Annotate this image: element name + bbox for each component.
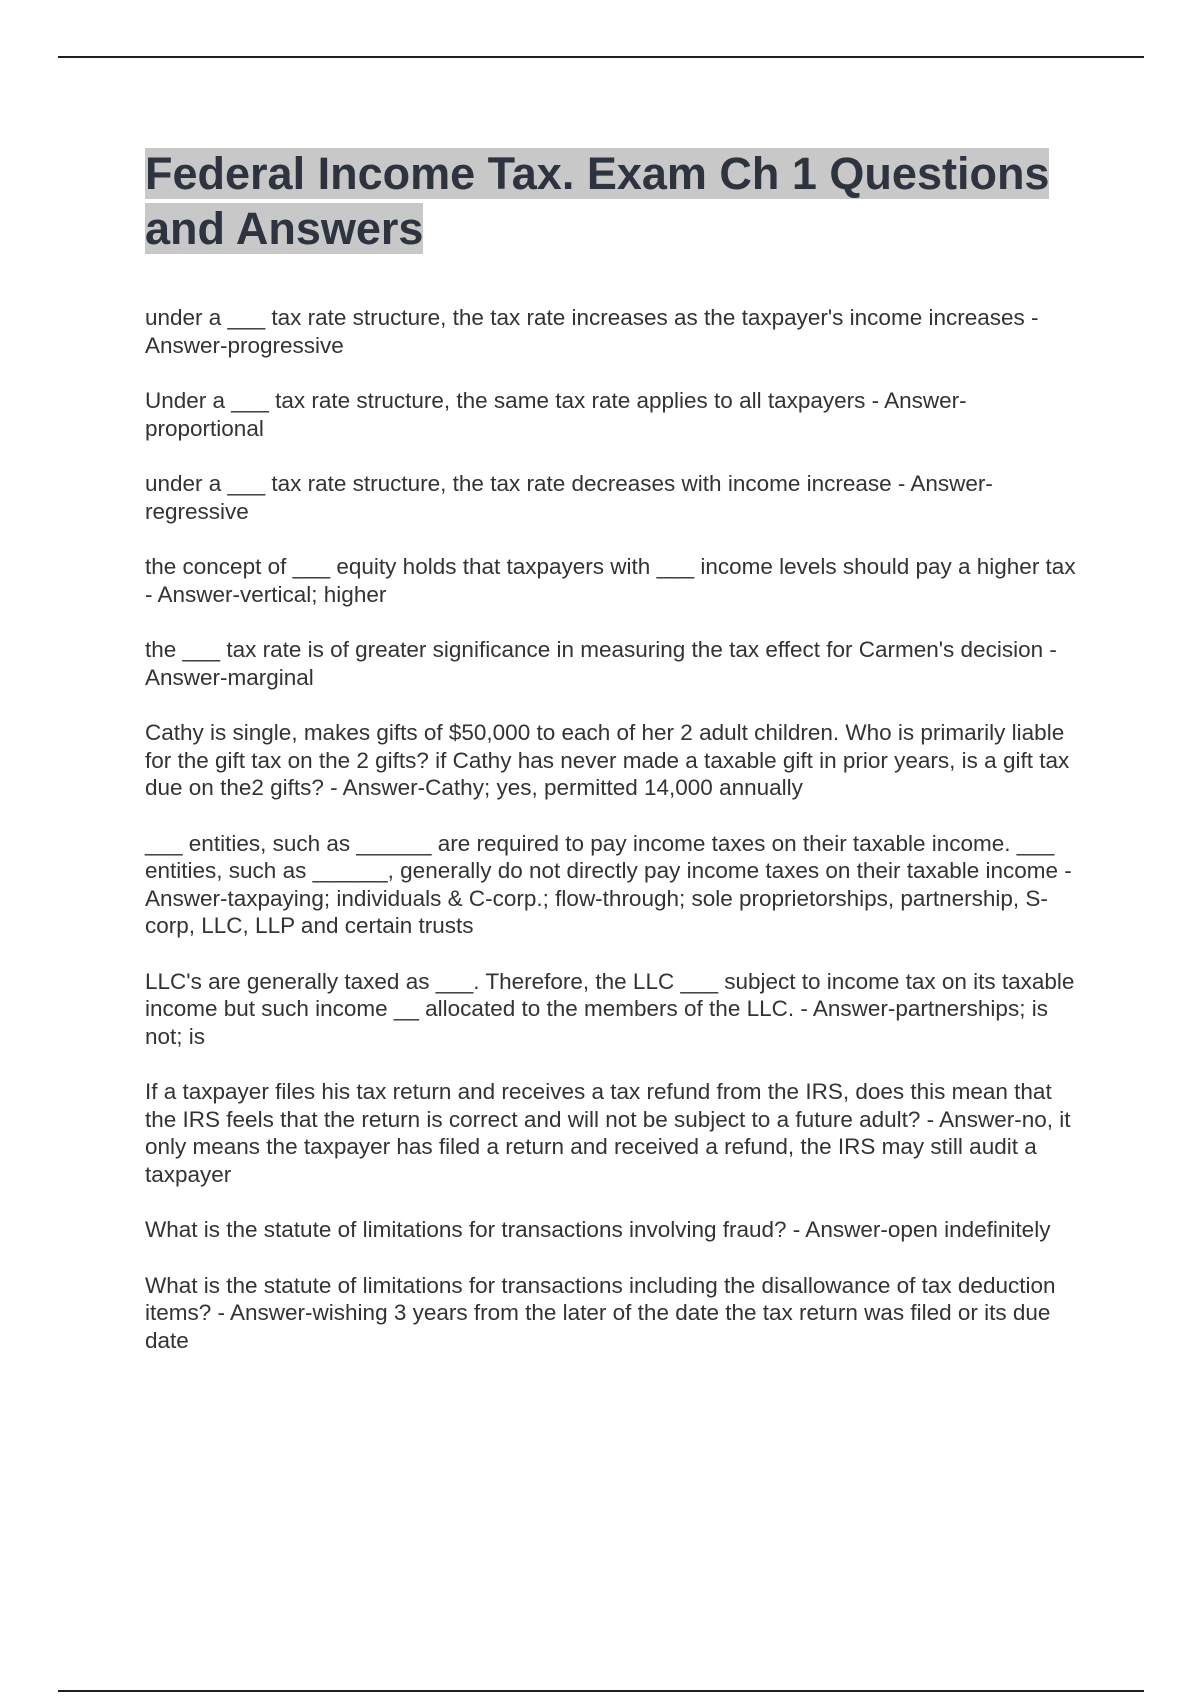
qa-item: under a ___ tax rate structure, the tax rate decreases with income increase - Answer-regressive bbox=[145, 471, 993, 524]
qa-item: If a taxpayer files his tax return and receives a tax refund from the IRS, does this mean that the IRS feels that the return is correct and will not be subject to a future adult? - Answer-no, it only means the taxpayer has filed a return and received a refund, the IRS may still audit a taxpayer bbox=[145, 1079, 1071, 1187]
qa-list bbox=[145, 304, 1085, 1354]
document-title-text: Federal Income Tax. Exam Ch 1 Questions and Answers bbox=[145, 148, 1050, 254]
qa-item: under a ___ tax rate structure, the tax rate increases as the taxpayer's income increases - Answer-progressive bbox=[145, 305, 1039, 358]
qa-item: the ___ tax rate is of greater significance in measuring the tax effect for Carmen's decision - Answer-marginal bbox=[145, 637, 1057, 690]
qa-item: LLC's are generally taxed as ___. Therefore, the LLC ___ subject to income tax on its taxable income but such income __ allocated to the members of the LLC. - Answer-partnerships; is not; is bbox=[145, 968, 1075, 1049]
document-title bbox=[145, 146, 1085, 256]
bottom-divider bbox=[58, 1690, 1144, 1692]
qa-item: Cathy is single, makes gifts of $50,000 to each of her 2 adult children. Who is primarily liable for the gift tax on the 2 gifts? if Cathy has never made a taxable gift in prior years, is a gift tax due on the2 gifts? - Answer-Cathy; yes, permitted 14,000 annually bbox=[145, 720, 1070, 800]
qa-item: What is the statute of limitations for transactions including the disallowance of tax deduction items? - Answer-wishing 3 years from the later of the date the tax return was filed or its due date bbox=[145, 1272, 1056, 1353]
qa-item: ___ entities, such as ______ are required to pay income taxes on their taxable income. ___ entities, such as ______, generally do not directly pay income taxes on their taxable income - Answer-taxpaying; individuals & C-corp.; flow-through; sole proprietorships, partnership, S-corp, LLC, LLP and certain trusts bbox=[145, 830, 1072, 938]
top-divider bbox=[58, 56, 1144, 58]
qa-item: the concept of ___ equity holds that taxpayers with ___ income levels should pay a higher tax - Answer-vertical; higher bbox=[145, 554, 1076, 607]
qa-item: What is the statute of limitations for transactions involving fraud? - Answer-open indefinitely bbox=[145, 1217, 1051, 1242]
document-body bbox=[145, 146, 1085, 1382]
qa-item: Under a ___ tax rate structure, the same tax rate applies to all taxpayers - Answer-proportional bbox=[145, 388, 967, 441]
